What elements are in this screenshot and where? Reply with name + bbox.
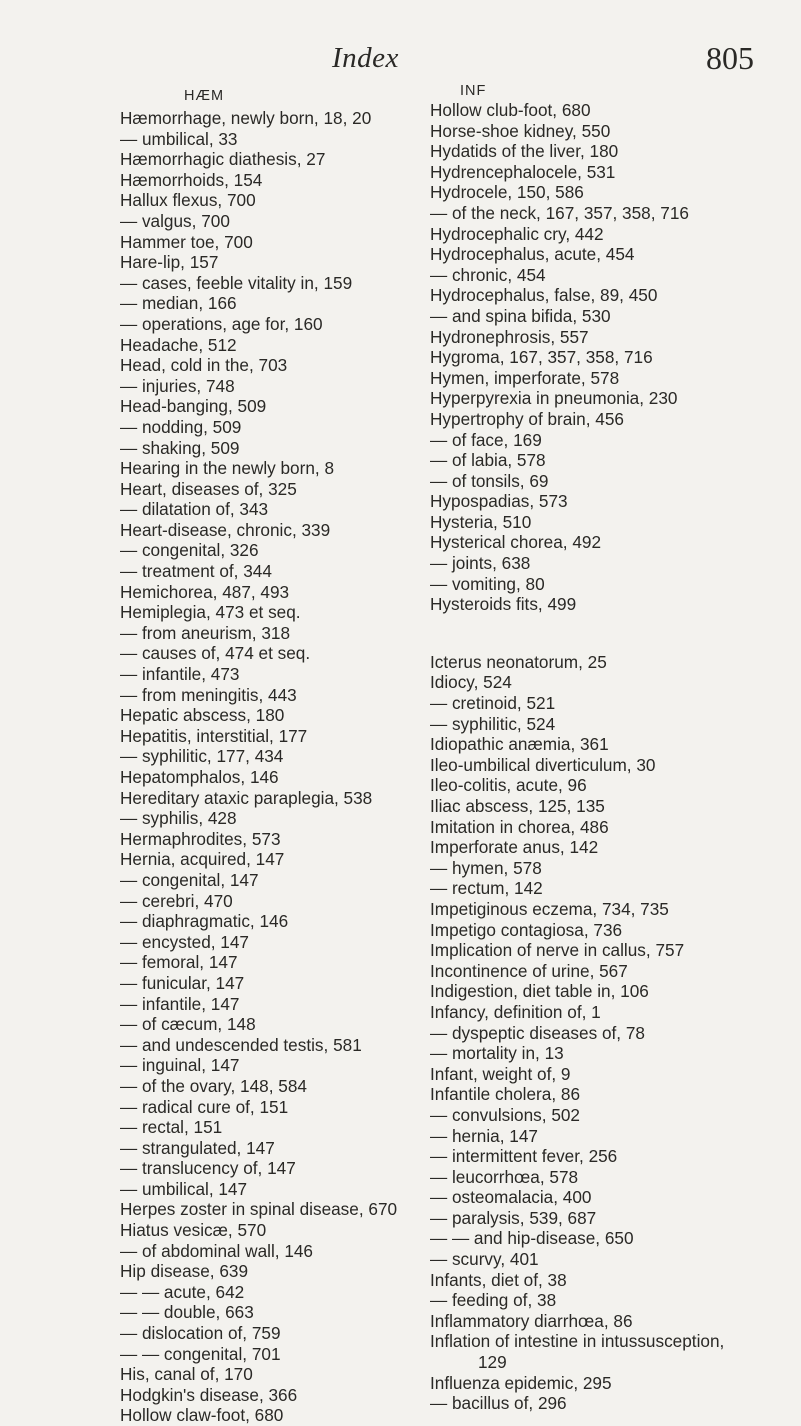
index-entry: — of labia, 578 bbox=[430, 450, 546, 471]
index-entry: — and undescended testis, 581 bbox=[120, 1034, 362, 1055]
page-number: 805 bbox=[706, 40, 754, 76]
index-entry: — paralysis, 539, 687 bbox=[430, 1207, 597, 1228]
index-entry: Heart-disease, chronic, 339 bbox=[120, 519, 331, 540]
index-entry: — intermittent fever, 256 bbox=[430, 1146, 618, 1167]
left-entry-list bbox=[120, 108, 397, 1426]
index-entry: — cretinoid, 521 bbox=[430, 693, 556, 714]
index-entry: Implication of nerve in callus, 757 bbox=[430, 940, 685, 961]
index-entry: — of cæcum, 148 bbox=[120, 1014, 256, 1035]
index-entry: — from aneurism, 318 bbox=[120, 622, 291, 643]
index-entry: — from meningitis, 443 bbox=[120, 684, 297, 705]
index-entry: — cerebri, 470 bbox=[120, 890, 233, 911]
index-entry: Hydrocephalus, false, 89, 450 bbox=[430, 285, 658, 306]
index-column-left bbox=[120, 84, 397, 1426]
index-entry: — of tonsils, 69 bbox=[430, 470, 549, 491]
index-entry: Horse-shoe kidney, 550 bbox=[430, 120, 611, 141]
index-entry: 129 bbox=[478, 1352, 507, 1373]
index-entry: Hysteria, 510 bbox=[430, 511, 532, 532]
index-entry: — treatment of, 344 bbox=[120, 561, 272, 582]
index-entry: — infantile, 147 bbox=[120, 993, 240, 1014]
index-entry: Hæmorrhage, newly born, 18, 20 bbox=[120, 108, 372, 128]
index-entry: — — congenital, 701 bbox=[120, 1343, 281, 1364]
index-entry: — vomiting, 80 bbox=[430, 573, 545, 594]
index-entry: — valgus, 700 bbox=[120, 210, 230, 231]
index-entry: — syphilis, 428 bbox=[120, 808, 237, 829]
index-entry: — leucorrhœa, 578 bbox=[430, 1166, 579, 1187]
index-entry: — hernia, 147 bbox=[430, 1125, 538, 1146]
index-entry: Hygroma, 167, 357, 358, 716 bbox=[430, 347, 653, 368]
index-entry: — of face, 169 bbox=[430, 429, 542, 450]
index-entry: — femoral, 147 bbox=[120, 952, 238, 973]
index-entry: — dislocation of, 759 bbox=[120, 1323, 281, 1344]
index-entry: — shaking, 509 bbox=[120, 437, 240, 458]
index-entry: Hydrencephalocele, 531 bbox=[430, 161, 616, 182]
index-entry: — scurvy, 401 bbox=[430, 1249, 539, 1270]
index-entry: — dyspeptic diseases of, 78 bbox=[430, 1022, 645, 1043]
index-entry: — rectum, 142 bbox=[430, 878, 543, 899]
index-entry: Infant, weight of, 9 bbox=[430, 1063, 571, 1084]
index-entry: — and spina bifida, 530 bbox=[430, 305, 611, 326]
index-entry: Hydatids of the liver, 180 bbox=[430, 141, 619, 162]
index-entry: Inflation of intestine in intussusception, bbox=[430, 1331, 725, 1352]
index-entry: Hydrocele, 150, 586 bbox=[430, 182, 584, 203]
index-entry: — — and hip-disease, 650 bbox=[430, 1228, 634, 1249]
index-entry: — diaphragmatic, 146 bbox=[120, 911, 289, 932]
index-entry: — infantile, 473 bbox=[120, 664, 240, 685]
index-entry: — congenital, 147 bbox=[120, 869, 259, 890]
index-entry: Ileo-umbilical diverticulum, 30 bbox=[430, 754, 656, 775]
index-entry: Iliac abscess, 125, 135 bbox=[430, 796, 605, 816]
index-entry: Head, cold in the, 703 bbox=[120, 355, 288, 376]
index-entry: His, canal of, 170 bbox=[120, 1364, 253, 1385]
index-entry: Hermaphrodites, 573 bbox=[120, 828, 281, 849]
index-entry: — dilatation of, 343 bbox=[120, 499, 269, 520]
index-entry: Icterus neonatorum, 25 bbox=[430, 651, 607, 672]
index-entry: Headache, 512 bbox=[120, 334, 237, 355]
index-entry: Herpes zoster in spinal disease, 670 bbox=[120, 1199, 398, 1220]
index-entry: — joints, 638 bbox=[430, 553, 531, 574]
index-entry: Infants, diet of, 38 bbox=[430, 1269, 567, 1290]
index-entry: Impetiginous eczema, 734, 735 bbox=[430, 898, 669, 919]
index-entry: Hip disease, 639 bbox=[120, 1261, 249, 1282]
index-entry: — of the neck, 167, 357, 358, 716 bbox=[430, 202, 689, 223]
index-entry: — rectal, 151 bbox=[120, 1117, 223, 1138]
index-column-right bbox=[430, 84, 724, 1414]
index-entry: — funicular, 147 bbox=[120, 972, 245, 993]
index-entry: — umbilical, 147 bbox=[120, 1178, 248, 1199]
index-entry: — syphilitic, 524 bbox=[430, 713, 556, 734]
index-entry: — congenital, 326 bbox=[120, 540, 259, 561]
index-entry: Imitation in chorea, 486 bbox=[430, 816, 609, 837]
index-entry: Infantile cholera, 86 bbox=[430, 1084, 581, 1105]
index-entry: Hollow club-foot, 680 bbox=[430, 100, 591, 120]
index-entry: — median, 166 bbox=[120, 293, 237, 314]
index-entry: Heart, diseases of, 325 bbox=[120, 478, 297, 499]
index-entry: Hepatic abscess, 180 bbox=[120, 705, 285, 726]
index-entry: Hæmorrhoids, 154 bbox=[120, 169, 263, 190]
index-entry: Hepatomphalos, 146 bbox=[120, 767, 279, 787]
index-entry: — umbilical, 33 bbox=[120, 128, 238, 149]
index-entry: — — acute, 642 bbox=[120, 1281, 245, 1302]
index-entry: Hollow claw-foot, 680 bbox=[120, 1405, 284, 1426]
index-entry: Hernia, acquired, 147 bbox=[120, 849, 285, 870]
index-entry: — strangulated, 147 bbox=[120, 1137, 275, 1158]
index-entry: Hepatitis, interstitial, 177 bbox=[120, 725, 308, 746]
index-entry: Hydrocephalus, acute, 454 bbox=[430, 244, 635, 265]
index-entry: Hypospadias, 573 bbox=[430, 491, 568, 512]
index-entry: Hypertrophy of brain, 456 bbox=[430, 408, 624, 429]
index-entry: Head-banging, 509 bbox=[120, 396, 267, 417]
index-entry: Idiocy, 524 bbox=[430, 672, 512, 693]
index-entry: Hereditary ataxic paraplegia, 538 bbox=[120, 787, 373, 808]
index-entry: Hyperpyrexia in pneumonia, 230 bbox=[430, 388, 678, 409]
index-entry: Hammer toe, 700 bbox=[120, 231, 253, 252]
index-entry: Indigestion, diet table in, 106 bbox=[430, 981, 649, 1002]
index-entry: Hydronephrosis, 557 bbox=[430, 326, 589, 347]
index-entry: Hemichorea, 487, 493 bbox=[120, 581, 290, 602]
index-entry: — osteomalacia, 400 bbox=[430, 1187, 592, 1208]
index-entry: — operations, age for, 160 bbox=[120, 313, 323, 334]
index-entry: — inguinal, 147 bbox=[120, 1055, 240, 1076]
index-entry: — — double, 663 bbox=[120, 1302, 254, 1323]
index-entry: — causes of, 474 et seq. bbox=[120, 643, 311, 664]
index-entry: Idiopathic anæmia, 361 bbox=[430, 734, 609, 755]
index-entry: — mortality in, 13 bbox=[430, 1043, 564, 1064]
index-entry: — of the ovary, 148, 584 bbox=[120, 1075, 307, 1096]
index-entry: Inflammatory diarrhœa, 86 bbox=[430, 1310, 633, 1331]
index-entry: Hare-lip, 157 bbox=[120, 252, 219, 273]
index-entry: — chronic, 454 bbox=[430, 264, 546, 285]
index-entry: — nodding, 509 bbox=[120, 416, 242, 437]
index-entry: — radical cure of, 151 bbox=[120, 1096, 289, 1117]
running-title: Index bbox=[332, 42, 399, 74]
index-entry: — translucency of, 147 bbox=[120, 1158, 296, 1179]
column-heading-left: HÆM bbox=[184, 88, 225, 104]
index-entry: Impetigo contagiosa, 736 bbox=[430, 919, 623, 940]
index-entry: Hearing in the newly born, 8 bbox=[120, 458, 335, 479]
index-entry: Hysteroids fits, 499 bbox=[430, 594, 577, 615]
index-entry: — of abdominal wall, 146 bbox=[120, 1240, 313, 1261]
index-entry: Hysterical chorea, 492 bbox=[430, 532, 602, 553]
column-heading-right: INF bbox=[460, 83, 487, 99]
index-entry: Hiatus vesicæ, 570 bbox=[120, 1220, 267, 1241]
index-entry: Ileo-colitis, acute, 96 bbox=[430, 775, 587, 796]
right-entry-list bbox=[430, 100, 724, 1414]
index-entry: — encysted, 147 bbox=[120, 931, 249, 952]
index-entry: — syphilitic, 177, 434 bbox=[120, 746, 284, 767]
index-entry: Hallux flexus, 700 bbox=[120, 190, 256, 211]
index-entry: Imperforate anus, 142 bbox=[430, 837, 599, 858]
index-entry: Hydrocephalic cry, 442 bbox=[430, 223, 604, 244]
index-entry: Influenza epidemic, 295 bbox=[430, 1372, 612, 1393]
index-entry: — cases, feeble vitality in, 159 bbox=[120, 272, 353, 293]
index-entry: Hemiplegia, 473 et seq. bbox=[120, 602, 301, 623]
index-entry: — bacillus of, 296 bbox=[430, 1393, 567, 1414]
index-entry: — feeding of, 38 bbox=[430, 1290, 557, 1311]
index-entry: Incontinence of urine, 567 bbox=[430, 960, 628, 981]
index-entry: — injuries, 748 bbox=[120, 375, 235, 396]
index-entry: Infancy, definition of, 1 bbox=[430, 1001, 601, 1022]
index-entry: Hodgkin's disease, 366 bbox=[120, 1384, 298, 1405]
index-entry: Hymen, imperforate, 578 bbox=[430, 367, 620, 388]
index-entry: — convulsions, 502 bbox=[430, 1104, 580, 1125]
index-entry: — hymen, 578 bbox=[430, 857, 542, 878]
index-entry: Hæmorrhagic diathesis, 27 bbox=[120, 149, 326, 170]
